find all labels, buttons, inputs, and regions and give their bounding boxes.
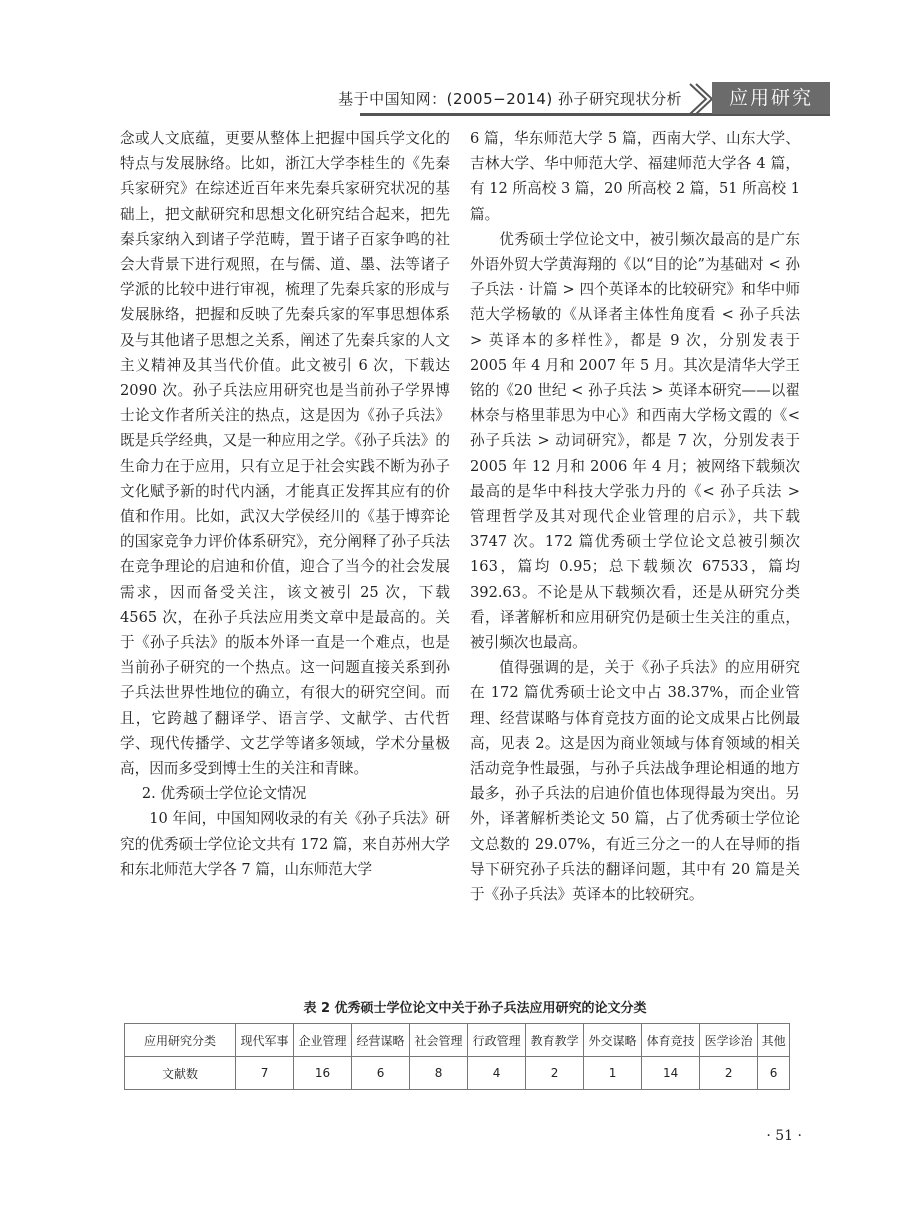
table-cell: 企业管理 xyxy=(294,1024,352,1057)
table-cell: 其他 xyxy=(758,1024,790,1057)
table-cell: 外交谋略 xyxy=(584,1024,642,1057)
table-row xyxy=(125,1057,790,1090)
table-cell: 8 xyxy=(410,1057,468,1090)
table-cell: 4 xyxy=(468,1057,526,1090)
table-row xyxy=(125,1024,790,1057)
table-cell: 6 xyxy=(352,1057,410,1090)
right-column xyxy=(470,126,800,907)
table-cell: 1 xyxy=(584,1057,642,1090)
running-header xyxy=(120,82,830,116)
section-heading: 2. 优秀硕士学位论文情况 xyxy=(141,785,307,803)
table-cell: 现代军事 xyxy=(236,1024,294,1057)
page-number: · 51 · xyxy=(766,1128,802,1144)
paragraph: 6 篇，华东师范大学 5 篇，西南大学、山东大学、吉林大学、华中师范大学、福建师范大学各 4 篇，有 12 所高校 3 篇，20 所高校 2 篇，51 所高校 1 篇。 xyxy=(470,130,800,223)
paragraph: 念或人文底蕴，更要从整体上把握中国兵学文化的特点与发展脉络。比如，浙江大学李桂生的《先秦兵家研究》在综述近百年来先秦兵家研究状况的基础上，把文献研究和思想文化研究结合起来，把先秦兵家纳入到诸子学范畴，置于诸子百家争鸣的社会大背景下进行观照，在与儒、道、墨、法等诸子学派的比较中进行审视，梳理了先秦兵家的形成与发展脉络，把握和反映了先秦兵家的军事思想体系及与其他诸子思想之关系，阐述了先秦兵家的人文主义精神及其当代价值。此文被引 6 次，下载达 2090 次。孙子兵法应用研究也是当前孙子学界博士论文作者所关注的热点，这是因为《孙子兵法》既是兵学经典，又是一种应用之学。《孙子兵法》的生命力在于应用，只有立足于社会实践不断为孙子文化赋予新的时代内涵，才能真正发挥其应有的价值和作用。比如，武汉大学侯经川的《基于博弈论的国家竞争力评价体系研究》，充分阐释了孙子兵法在竞争理论的启迪和价值，迎合了当今的社会发展需求，因而备受关注，该文被引 25 次，下载 4565 次，在孙子兵法应用类文章中是最高的。关于《孙子兵法》的版本外译一直是一个难点，也是当前孙子研究的一个热点。这一问题直接关系到孙子兵法世界性地位的确立，有很大的研究空间。而且，它跨越了翻译学、语言学、文献学、古代哲学、现代传播学、文艺学等诸多领域，学术分量极高，因而多受到博士生的关注和青睐。 xyxy=(120,130,450,778)
paragraph: 优秀硕士学位论文中，被引频次最高的是广东外语外贸大学黄海翔的《以“目的论”为基础对 < 孙子兵法 · 计篇 > 四个英译本的比较研究》和华中师范大学杨敏的《从译者主体性角度看 < 孙子兵法 > 英译本的多样性》，都是 9 次，分别发表于 2005 年 4 月和 2007 年 5 月。其次是清华大学王铭的《20 世纪 < 孙子兵法 > 英译本研究——以翟林奈与格里菲思为中心》和西南大学杨文霞的《< 孙子兵法 > 动词研究》，都是 7 次，分别发表于 2005 年 12 月和 2006 年 4 月；被网络下载频次最高的是华中科技大学张力丹的《< 孙子兵法 > 管理哲学及其对现代企业管理的启示》，共下载 3747 次。172 篇优秀硕士学位论文总被引频次 163，篇均 0.95；总下载频次 67533，篇均 392.63。不论是从下载频次看，还是从研究分类看，译著解析和应用研究仍是硕士生关注的重点，被引频次也最高。 xyxy=(470,230,800,652)
chevron-right-icon xyxy=(686,82,712,116)
table-cell: 2 xyxy=(526,1057,584,1090)
table-cell: 14 xyxy=(642,1057,700,1090)
paragraph: 值得强调的是，关于《孙子兵法》的应用研究在 172 篇优秀硕士论文中占 38.37%，而企业管理、经营谋略与体育竞技方面的论文成果占比例最高，见表 2。这是因为商业领域与体育领域的相关活动竞争性最强，与孙子兵法战争理论相通的地方最多，孙子兵法的启迪价值也体现得最为突出。另外，译著解析类论文 50 篇，占了优秀硕士学位论文总数的 29.07%，有近三分之一的人在导师的指导下研究孙子兵法的翻译问题，其中有 20 篇是关于《孙子兵法》英译本的比较研究。 xyxy=(470,659,800,904)
table-cell: 2 xyxy=(700,1057,758,1090)
table-caption: 表 2 优秀硕士学位论文中关于孙子兵法应用研究的论文分类 xyxy=(303,1001,647,1016)
row-header: 应用研究分类 xyxy=(125,1024,236,1057)
table-cell: 6 xyxy=(758,1057,790,1090)
table-cell: 行政管理 xyxy=(468,1024,526,1057)
section-label: 应用研究 xyxy=(712,82,830,114)
table-cell: 体育竞技 xyxy=(642,1024,700,1057)
table-cell: 经营谋略 xyxy=(352,1024,410,1057)
table-cell: 教育教学 xyxy=(526,1024,584,1057)
table-cell: 医学诊治 xyxy=(700,1024,758,1057)
table-cell: 社会管理 xyxy=(410,1024,468,1057)
row-header: 文献数 xyxy=(125,1057,236,1090)
table-cell: 16 xyxy=(294,1057,352,1090)
table-cell: 7 xyxy=(236,1057,294,1090)
classification-table xyxy=(124,1023,790,1090)
left-column xyxy=(120,126,450,882)
running-title: 基于中国知网：(2005−2014) 孙子研究现状分析 xyxy=(338,90,682,108)
paragraph: 10 年间，中国知网收录的有关《孙子兵法》研究的优秀硕士学位论文共有 172 篇，来自苏州大学和东北师范大学各 7 篇，山东师范大学 xyxy=(120,810,450,878)
